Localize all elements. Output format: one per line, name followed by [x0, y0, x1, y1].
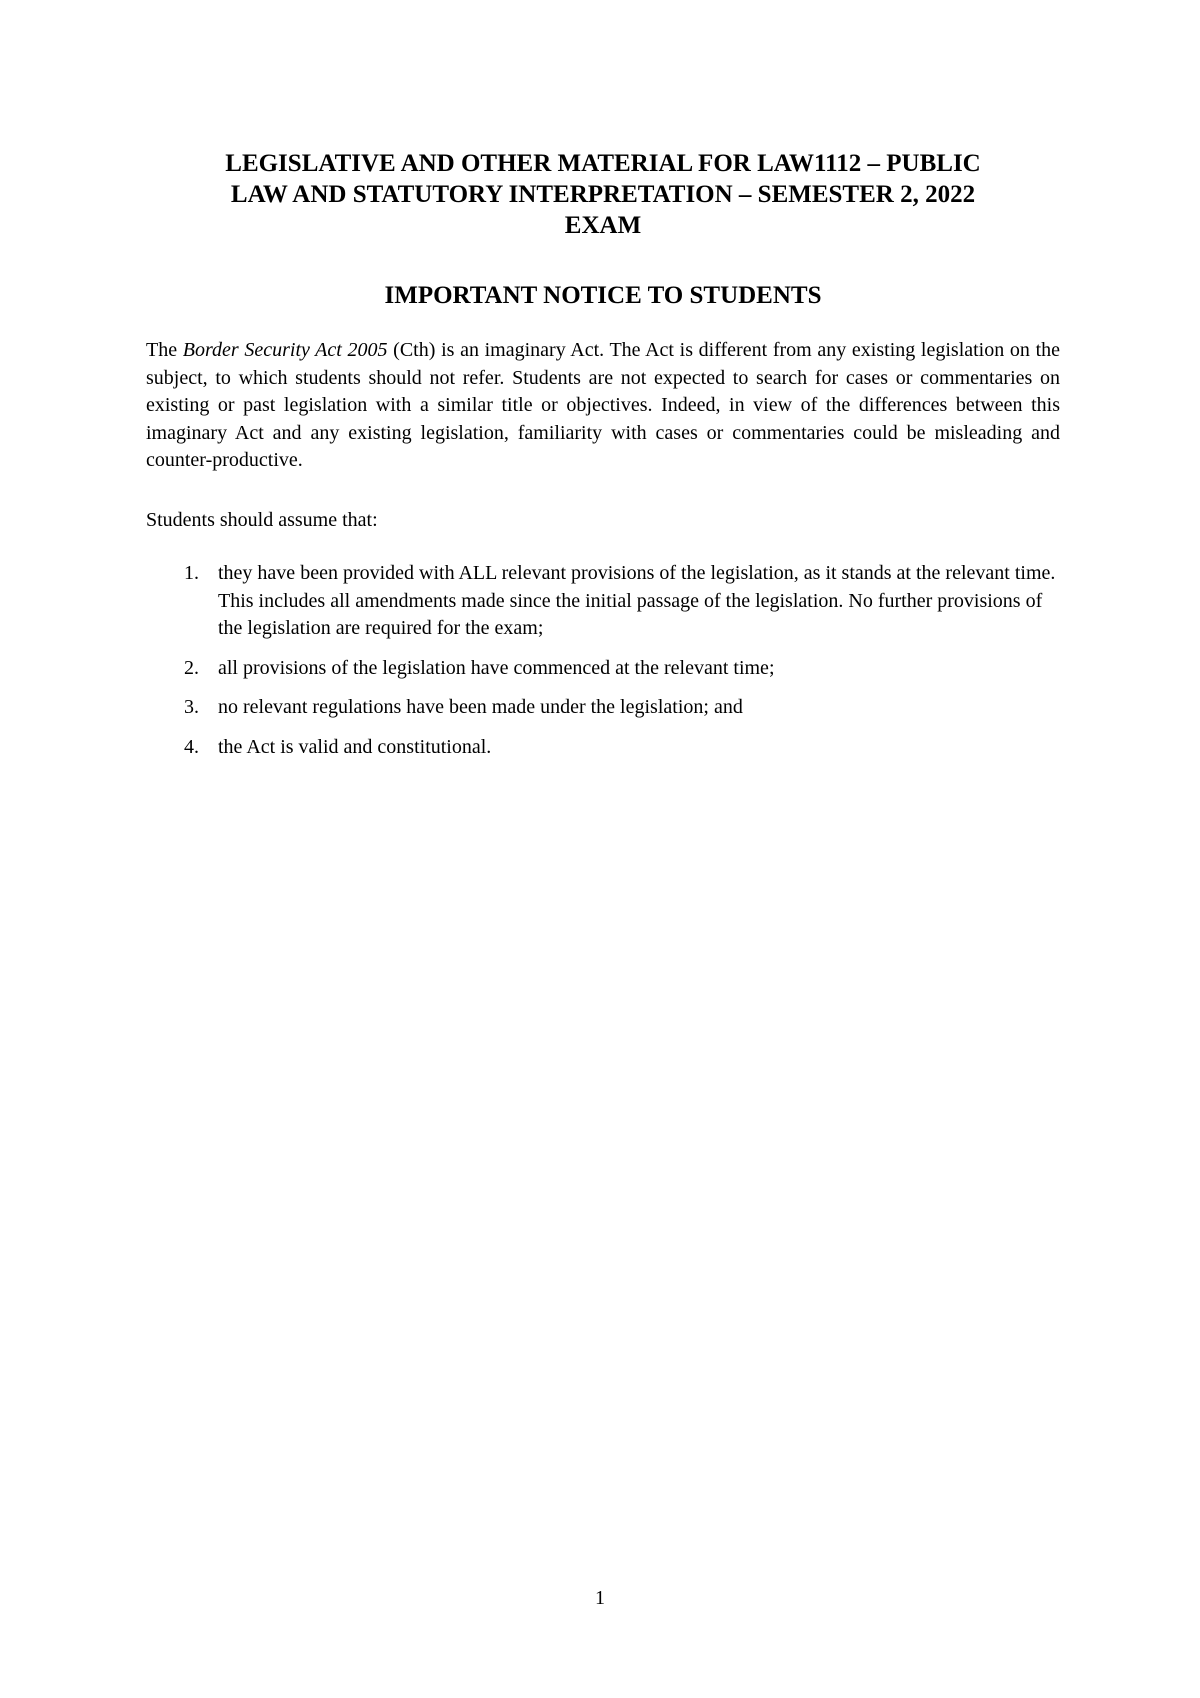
list-item-text: the Act is valid and constitutional.	[218, 735, 492, 758]
intro-paragraph	[146, 337, 1060, 475]
page-number: 1	[595, 1587, 605, 1609]
document-title-line-3: EXAM	[564, 212, 642, 239]
list-item-number: 3.	[184, 696, 199, 718]
list-item-number: 1.	[184, 562, 199, 584]
list-item	[146, 694, 1060, 722]
notice-heading: IMPORTANT NOTICE TO STUDENTS	[384, 282, 822, 309]
document-title	[146, 148, 1060, 241]
list-item-text: no relevant regulations have been made under the legislation; and	[218, 696, 743, 718]
document-title-line-2: LAW AND STATUTORY INTERPRETATION – SEMESTER 2, 2022	[230, 181, 976, 208]
list-item-text: they have been provided with ALL relevant provisions of the legislation, as it stands at the relevant time. This includes all amendments made since the initial passage of the legislation. No further provisions of the legislation are required for the exam;	[218, 562, 1056, 639]
list-item-text: all provisions of the legislation have commenced at the relevant time;	[218, 656, 775, 679]
list-item	[146, 655, 1060, 683]
list-item	[146, 734, 1060, 762]
list-item	[146, 560, 1060, 643]
list-item-number: 2.	[184, 656, 199, 679]
intro-body: (Cth) is an imaginary Act. The Act is different from any existing legislation on the subject, to which students should not refer. Students are not expected to search for cases or commentaries on existing or past legislation with a similar title or objectives. Indeed, in view of the differences between this imaginary Act and any existing legislation, familiarity with cases or commentaries could be misleading and counter-productive.	[146, 339, 1061, 471]
list-item-number: 4.	[184, 735, 199, 758]
document-title-line-1: LEGISLATIVE AND OTHER MATERIAL FOR LAW1112 – PUBLIC	[225, 150, 981, 177]
act-name: Border Security Act 2005	[182, 339, 388, 361]
assumption-list	[146, 560, 1060, 773]
assumption-lead-in: Students should assume that:	[146, 509, 378, 531]
intro-prefix: The	[146, 339, 183, 361]
